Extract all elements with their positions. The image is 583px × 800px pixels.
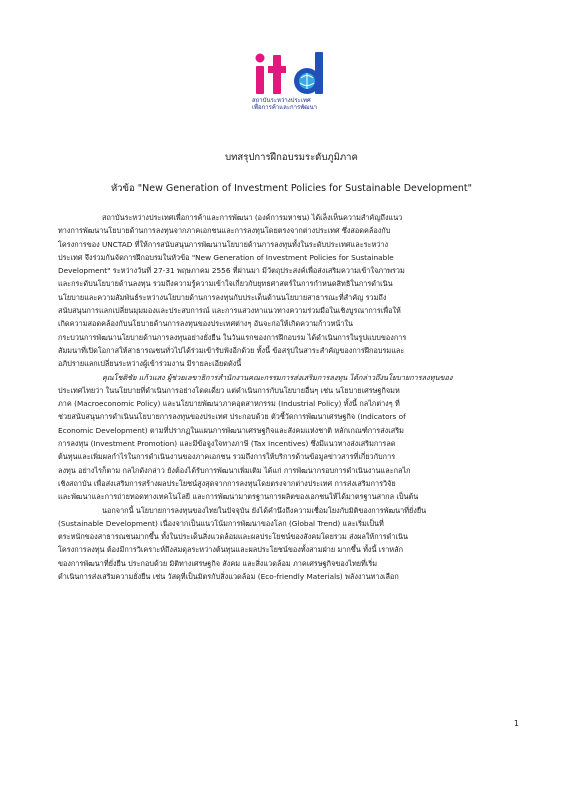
- logo-i-dot: [256, 54, 265, 63]
- body-line: นอกจากนี้ นโยบายการลงทุนของไทยในปัจจุบัน ยังได้คำนึงถึงความเชื่อมโยงกับมิติของการพัฒนาที่ยั่งยืน: [102, 505, 427, 515]
- body-line: ลงทุน อย่างไรก็ตาม กลไกดังกล่าว ยังต้องได้รับการพัฒนาเพิ่มเติม ได้แก่ การพัฒนากรอบการดำเนินงานและกลไก: [58, 465, 411, 475]
- page-number: 1: [513, 719, 519, 728]
- logo-d-stem: [315, 52, 323, 94]
- body-line: สถาบันระหว่างประเทศเพื่อการค้าและการพัฒนา (องค์การมหาชน) ได้เล็งเห็นความสำคัญถึงแนว: [102, 213, 403, 222]
- body-line: ทางการพัฒนานโยบายด้านการลงทุนจากภาคเอกชนและการลงทุนโดยตรงจากต่างประเทศ ซึ่งสอดคล้องกับ: [58, 226, 391, 236]
- body-line: โครงการของ UNCTAD ที่ให้การสนับสนุนการพัฒนานโยบายด้านการลงทุนทั้งในระดับประเทศและระหว่าง: [58, 239, 389, 249]
- body-line: สัมมนาที่เปิดโอกาสให้สาธารณชนทั่วไปได้ร่วมเข้ารับฟังอีกด้วย ทั้งนี้ ข้อสรุปในสาระสำคัญของการฝึกอบรมและ: [58, 345, 405, 355]
- body-line: สนับสนุนการแลกเปลี่ยนมุมมองและประสบการณ์ และการแสวงหาแนวทางความร่วมมือในเชิงบูรณาการเพื่อให้: [58, 306, 401, 316]
- body-line: เกิดความสอดคล้องกับนโยบายด้านการลงทุนของประเทศต่างๆ อันจะก่อให้เกิดความก้าวหน้าใน: [58, 319, 354, 329]
- body-line: (Sustainable Development) เนื่องจากเป็นแนวโน้มการพัฒนาของโลก (Global Trend) และเริ่มเป็นที่: [58, 518, 384, 528]
- body-line: Development" ระหว่างวันที่ 27-31 พฤษภาคม 2556 ที่ผ่านมา มีวัตถุประสงค์เพื่อส่งเสริมความเข้าใจภาพรวม: [58, 266, 405, 276]
- logo-i-stem: [256, 66, 264, 94]
- body-line: ช่วยสนับสนุนการดำเนินนโยบายการลงทุนของประเทศ ประกอบด้วย ตัวชี้วัดการพัฒนาเศรษฐกิจ (Indicators of: [58, 412, 406, 422]
- logo-t-stem: [273, 55, 281, 94]
- document-title: บทสรุปการฝึกอบรมระดับภูมิภาค: [225, 152, 358, 163]
- logo-t-bar: [268, 66, 286, 73]
- body-line: ภาค (Macroeconomic Policy) และนโยบายพัฒนาภาคอุตสาหกรรม (Industrial Policy) ทั้งนี้ กลไกต่างๆ ที่: [58, 399, 400, 409]
- body-line: และพัฒนาและการถ่ายทอดทางเทคโนโลยี และการพัฒนามาตรฐานการผลิตของเอกชนให้ได้มาตรฐานสากล เป็นต้น: [58, 492, 419, 502]
- body-line: ตระหนักของสาธารณชนมากขึ้น ทั้งในประเด็นสิ่งแวดล้อมและผลประโยชน์ของสังคมโดยรวม ส่งผลให้การดำเนิน: [58, 532, 408, 542]
- document-body: [58, 211, 524, 583]
- body-line: กระบวนการพัฒนานโยบายด้านการลงทุนอย่างยั่งยืน ในวันแรกของการฝึกอบรม ได้ดำเนินการในรูปแบบของการ: [58, 332, 407, 342]
- body-line: คุณโชติชัย แก้วแสง ผู้ช่วยเลขาธิการสำนักงานคณะกรรมการส่งเสริมการลงทุน ได้กล่าวถึงนโยบายการลงทุนของ: [102, 372, 453, 382]
- body-line: การลงทุน (Investment Promotion) และมีข้อจูงใจทางภาษี (Tax Incentives) ซึ่งมีแนวทางส่งเสริมการลด: [58, 439, 396, 449]
- body-line: ของการพัฒนาที่ยั่งยืน ประกอบด้วย มิติทางเศรษฐกิจ สังคม และสิ่งแวดล้อม ภาคเศรษฐกิจของไทยที่เริ่ม: [58, 558, 378, 568]
- logo-tagline: [252, 97, 342, 111]
- body-line: โครงการลงทุน ต้องมีการวิเคราะห์ถึงสมดุลระหว่างต้นทุนและผลประโยชน์ของทั้งสามฝ่าย มากขึ้น ทั้งนี้ เราหลัก: [58, 545, 403, 555]
- body-line: เชิงสถาบัน เพื่อส่งเสริมการสร้างผลประโยชน์สูงสุดจากการลงทุนโดยตรงจากต่างประเทศ การส่งเสริมการวิจัย: [58, 478, 396, 488]
- body-line: นโยบายและความสัมพันธ์ระหว่างนโยบายด้านการลงทุนกับประเด็นด้านนโยบายสาธารณะที่สำคัญ รวมถึง: [58, 292, 387, 302]
- logo-tagline-line-2: เพื่อการค้าและการพัฒนา: [252, 104, 318, 111]
- body-line: ประเทศ จึงร่วมกันจัดการฝึกอบรมในหัวข้อ "New Generation of Investment Policies for Sustainable: [58, 252, 394, 262]
- body-line: ต้นทุนและเพิ่มผลกำไรในการดำเนินงานของภาคเอกชน รวมถึงการให้บริการด้านข้อมูลข่าวสารที่เกี่ยวกับการ: [58, 452, 396, 462]
- body-line: และกระดับนโยบายด้านลงทุน รวมถึงความรู้ความเข้าใจเกี่ยวกับยุทธศาสตร์ในการกำหนดสิทธิในการดำเนิน: [58, 279, 393, 289]
- body-line: ประเทศไทยว่า ในนโยบายที่ดำเนินการอย่างโดดเดี่ยว แต่ดำเนินการกับนโยบายอื่นๆ เช่น นโยบายเศรษฐกิจมห: [58, 385, 400, 395]
- body-line: Economic Development) ตามที่ปรากฏในแผนการพัฒนาเศรษฐกิจและสังคมแห่งชาติ หลักเกณฑ์การส่งเสริม: [58, 425, 404, 435]
- logo-tagline-line-1: สถาบันระหว่างประเทศ: [252, 97, 311, 104]
- body-line: อภิปรายแลกเปลี่ยนระหว่างผู้เข้าร่วมงาน มีรายละเอียดดังนี้: [58, 359, 242, 369]
- document-topic: หัวข้อ "New Generation of Investment Policies for Sustainable Development": [110, 183, 473, 194]
- body-line: ดำเนินการส่งเสริมความยั่งยืน เช่น วัสดุที่เป็นมิตรกับสิ่งแวดล้อม (Eco-friendly Materials) พลังงานทางเลือก: [58, 572, 399, 582]
